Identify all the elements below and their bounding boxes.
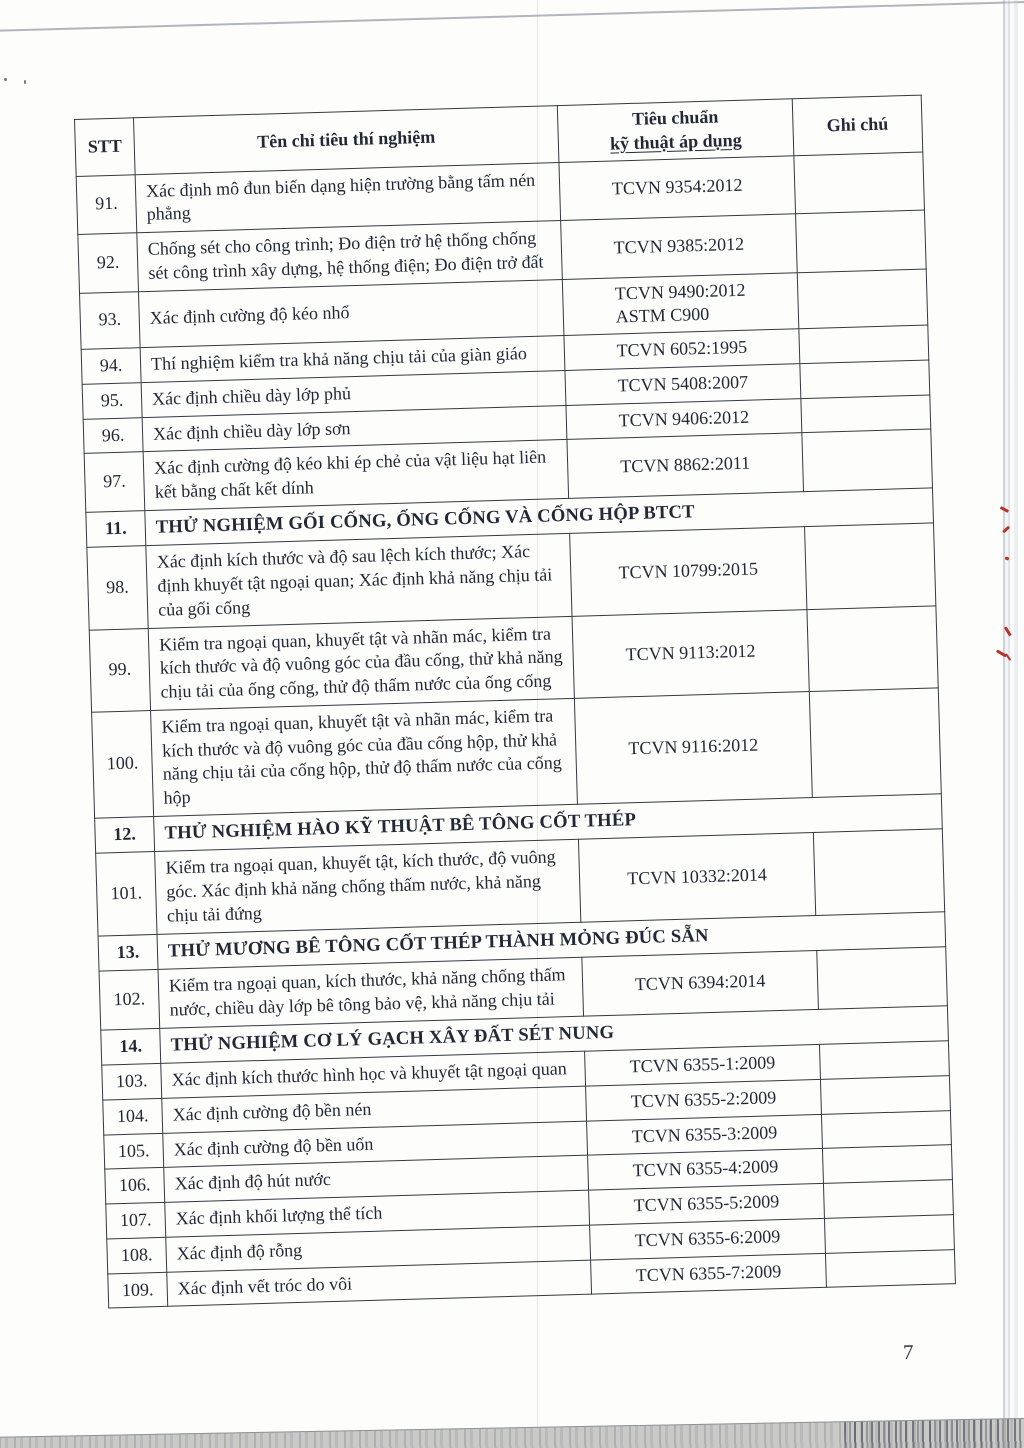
note (794, 152, 925, 214)
test-criteria-table-wrap (74, 95, 955, 1309)
standard: TCVN 6355-2:2009 (586, 1079, 822, 1121)
note (809, 688, 941, 798)
note (819, 1041, 949, 1079)
row-number: 95. (82, 382, 142, 418)
col-header-test-name: Tên chỉ tiêu thí nghiệm (133, 106, 558, 175)
note (823, 1180, 953, 1218)
standard: TCVN 6355-7:2009 (591, 1253, 827, 1295)
section-number: 13. (98, 934, 158, 971)
note (797, 269, 928, 329)
test-name: Thí nghiệm kiểm tra khả năng chịu tải của giàn giáo (140, 335, 565, 382)
note (799, 325, 929, 363)
row-number: 101. (96, 852, 157, 936)
note (807, 605, 938, 691)
test-name: Xác định vết tróc do vôi (167, 1260, 592, 1307)
row-number: 109. (108, 1272, 168, 1308)
row-number: 106. (105, 1168, 165, 1204)
row-number: 107. (106, 1202, 166, 1238)
standard-line: ASTM C900 (615, 304, 710, 327)
standard: TCVN 9385:2012 (561, 214, 798, 279)
section-number: 11. (86, 510, 146, 547)
note (805, 523, 936, 609)
row-number: 99. (89, 628, 150, 712)
scan-edge-line-top (0, 0, 1024, 31)
test-name: Kiểm tra ngoại quan, khuyết tật và nhãn mác, kiểm tra kích thước và độ vuông góc của đầu cống hộp, thử khả năng chịu tải của cống hộp, thử độ thấm nước của cống hộp (151, 698, 578, 816)
standard: TCVN 9354:2012 (559, 155, 796, 220)
scan-speck (4, 78, 7, 81)
section-title: THỬ MƯƠNG BÊ TÔNG CỐT THÉP THÀNH MỎNG ĐÚC SẴN (157, 911, 946, 969)
row-number: 96. (83, 417, 143, 453)
section-title: THỬ NGHIỆM CƠ LÝ GẠCH XÂY ĐẤT SÉT NUNG (160, 1005, 949, 1063)
test-name: Xác định cường độ kéo nhổ (138, 279, 563, 348)
row-number: 105. (104, 1133, 164, 1169)
test-name: Xác định khối lượng thể tích (165, 1190, 590, 1237)
test-name: Xác định cường độ bền uốn (163, 1121, 588, 1168)
table-body (76, 152, 955, 1309)
test-name: Xác định cường độ bền nén (162, 1086, 587, 1133)
row-number: 104. (103, 1098, 163, 1134)
row-number: 98. (87, 546, 148, 630)
section-number: 14. (101, 1028, 161, 1065)
note (801, 394, 931, 432)
note (820, 1076, 950, 1114)
test-name: Xác định độ rỗng (166, 1225, 591, 1272)
test-name: Xác định kích thước và độ sau lệch kích thước; Xác định khuyết tật ngoại quan; Xác định khả năng chịu tải của gối cống (146, 534, 572, 628)
scan-bottom-band-dark-streaks (844, 1418, 1024, 1448)
standard: TCVN 6355-4:2009 (588, 1149, 824, 1191)
row-number: 103. (102, 1064, 162, 1100)
standard: TCVN 9113:2012 (572, 609, 809, 698)
standard: TCVN 6355-1:2009 (585, 1045, 821, 1087)
test-name: Xác định kích thước hình học và khuyết tật ngoại quan (161, 1051, 586, 1098)
row-number: 92. (78, 233, 139, 293)
test-name: Xác định mô đun biến dạng hiện trường bằng tấm nén phẳng (135, 162, 561, 233)
row-number: 100. (92, 710, 154, 818)
standard: TCVN 10799:2015 (570, 527, 807, 616)
note (800, 360, 930, 398)
section-title: THỬ NGHIỆM GỐI CỐNG, ỐNG CỐNG VÀ CỐNG HỘP BTCT (145, 488, 934, 546)
note (824, 1215, 954, 1253)
test-name: Xác định cường độ kéo khi ép chẻ của vật liệu hạt liên kết bằng chất kết dính (143, 440, 569, 511)
standard-line: TCVN 9490:2012 (614, 279, 746, 303)
row-number: 108. (107, 1237, 167, 1273)
standard: TCVN 6394:2014 (582, 951, 819, 1016)
page-number: 7 (902, 1339, 914, 1365)
scan-right-edge-band (1003, 0, 1018, 1448)
col-header-stt: STT (75, 118, 136, 176)
col-header-note: Ghi chú (792, 95, 923, 155)
standard: TCVN 6355-5:2009 (589, 1183, 825, 1225)
note (825, 1249, 955, 1287)
test-name: Kiểm tra ngoại quan, kích thước, khả năng chống thấm nước, chiều dày lớp bê tông bảo vệ, khả năng chịu tải (158, 957, 584, 1028)
note (813, 829, 944, 915)
test-name: Xác định chiều dày lớp sơn (142, 405, 567, 452)
standard: TCVN 9406:2012 (566, 398, 802, 440)
test-criteria-table (74, 95, 956, 1309)
note (796, 210, 927, 272)
row-number: 97. (84, 452, 145, 512)
standard: TCVN 6355-3:2009 (587, 1114, 823, 1156)
note (817, 947, 948, 1009)
col-header-standard (557, 99, 794, 162)
standard: TCVN 9116:2012 (574, 691, 812, 804)
test-name: Xác định chiều dày lớp phủ (141, 370, 566, 417)
test-name: Xác định độ hút nước (164, 1156, 589, 1203)
row-number: 94. (81, 348, 141, 384)
col-header-standard-line1: Tiêu chuẩn (631, 106, 719, 129)
standard (562, 272, 799, 335)
standard: TCVN 6052:1995 (564, 329, 800, 371)
scan-speck (24, 80, 26, 84)
note (821, 1110, 951, 1148)
test-name: Kiểm tra ngoại quan, khuyết tật và nhãn mác, kiểm tra kích thước và độ vuông góc của đầu cống, thử khả năng chịu tải của ống cống, thử độ thấm nước của ống cống (148, 616, 574, 710)
test-name: Kiểm tra ngoại quan, khuyết tật, kích thước, độ vuông góc. Xác định khả năng chống thấm nước, khả năng chịu tải đứng (155, 840, 581, 934)
standard: TCVN 10332:2014 (578, 833, 815, 922)
scan-bottom-band (0, 1417, 1024, 1448)
standard: TCVN 5408:2007 (565, 363, 801, 405)
standard-lines (615, 278, 747, 329)
section-number: 12. (95, 816, 155, 853)
note (822, 1145, 952, 1183)
note (802, 429, 933, 491)
standard: TCVN 8862:2011 (567, 433, 804, 498)
standard: TCVN 6355-6:2009 (590, 1218, 826, 1260)
row-number: 91. (76, 174, 137, 234)
row-number: 93. (80, 291, 141, 349)
section-title: THỬ NGHIỆM HÀO KỸ THUẬT BÊ TÔNG CỐT THÉP (154, 794, 943, 852)
test-name: Chống sét cho công trình; Đo điện trở hệ thống chống sét công trình xây dựng, hệ thống điện; Đo điện trở đất (137, 221, 563, 292)
row-number: 102. (99, 970, 160, 1030)
col-header-standard-line2: kỹ thuật áp dụng (609, 129, 742, 154)
